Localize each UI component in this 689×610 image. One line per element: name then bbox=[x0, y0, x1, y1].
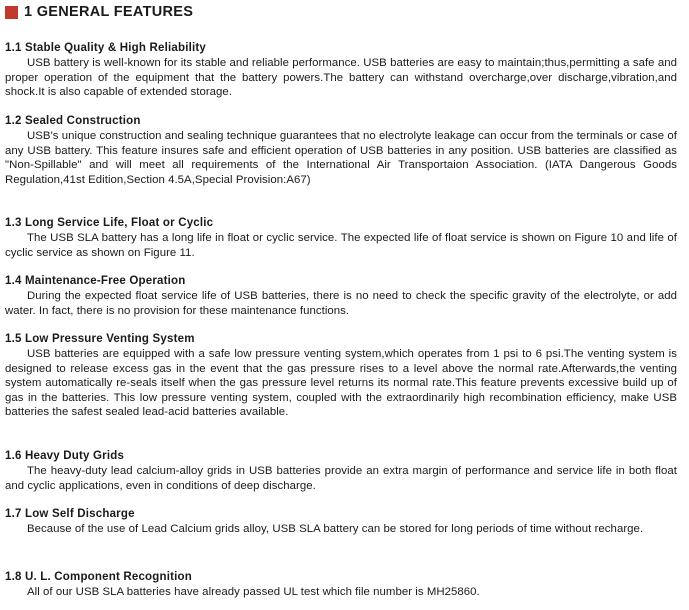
section-body: The heavy-duty lead calcium-alloy grids in USB batteries provide an extra margin of performance and service life in both float and cyclic applications, even in conditions of deep discharge. bbox=[5, 465, 677, 492]
section-body: USB's unique construction and sealing technique guarantees that no electrolyte leakage can occur from the terminals or case of any USB battery. This feature insures safe and efficient operation of USB batteries in any position. USB batteries are classified as "Non-Spillable" and will meet all requirements of the International Air Transportaion Association. (IATA Dangerous Goods Regulation,41st Edition,Section 4.5A,Special Provision:A67) bbox=[5, 130, 677, 186]
page-title: 1 GENERAL FEATURES bbox=[24, 4, 194, 20]
section-body: The USB SLA battery has a long life in float or cyclic service. The expected life of float service is shown on Figure 10 and life of cyclic service as shown on Figure 11. bbox=[5, 232, 677, 259]
section-header bbox=[5, 4, 193, 20]
section-heading: 1.3 Long Service Life, Float or Cyclic bbox=[5, 217, 214, 229]
section-long-service-life bbox=[5, 216, 677, 260]
section-body: During the expected float service life of USB batteries, there is no need to check the specific gravity of the electrolyte, or add water. In fact, there is no provision for these maintenance functions. bbox=[5, 290, 677, 317]
section-body: Because of the use of Lead Calcium grids alloy, USB SLA battery can be stored for long periods of time without recharge. bbox=[27, 523, 644, 535]
section-heading: 1.2 Sealed Construction bbox=[5, 115, 141, 127]
section-low-pressure-venting bbox=[5, 332, 677, 420]
section-heading: 1.4 Maintenance-Free Operation bbox=[5, 275, 186, 287]
section-stable-quality bbox=[5, 41, 677, 100]
section-heading: 1.7 Low Self Discharge bbox=[5, 508, 135, 520]
section-body: USB batteries are equipped with a safe low pressure venting system,which operates from 1 psi to 6 psi.The venting system is designed to release excess gas in the event that the gas pressure rises to a level above the normal rate.Afterwards,the venting system automatically re-seals itself when the gas pressure level returns its normal rate.This feature prevents excessive build up of gas in the batteries. This low pressure venting system, coupled with the extraordinarily high recombination efficiency, make USB batteries the safest sealed lead-acid batteries available. bbox=[5, 348, 677, 419]
section-heading: 1.6 Heavy Duty Grids bbox=[5, 450, 125, 462]
section-maintenance-free bbox=[5, 274, 677, 318]
section-body: All of our USB SLA batteries have already passed UL test which file number is MH25860. bbox=[27, 586, 480, 598]
red-square-icon bbox=[5, 6, 18, 19]
section-ul-recognition bbox=[5, 570, 677, 600]
section-heading: 1.5 Low Pressure Venting System bbox=[5, 333, 195, 345]
section-body: USB battery is well-known for its stable and reliable performance. USB batteries are easy to maintain;thus,permitting a safe and proper operation of the equipment that the battery powers.The battery can withstand overcharge,over discharge,vibration,and shock.It is also capable of extended storage. bbox=[5, 57, 677, 99]
section-sealed-construction bbox=[5, 114, 677, 187]
section-heavy-duty-grids bbox=[5, 449, 677, 493]
section-low-self-discharge bbox=[5, 507, 677, 537]
section-heading: 1.1 Stable Quality & High Reliability bbox=[5, 42, 207, 54]
section-heading: 1.8 U. L. Component Recognition bbox=[5, 571, 193, 583]
